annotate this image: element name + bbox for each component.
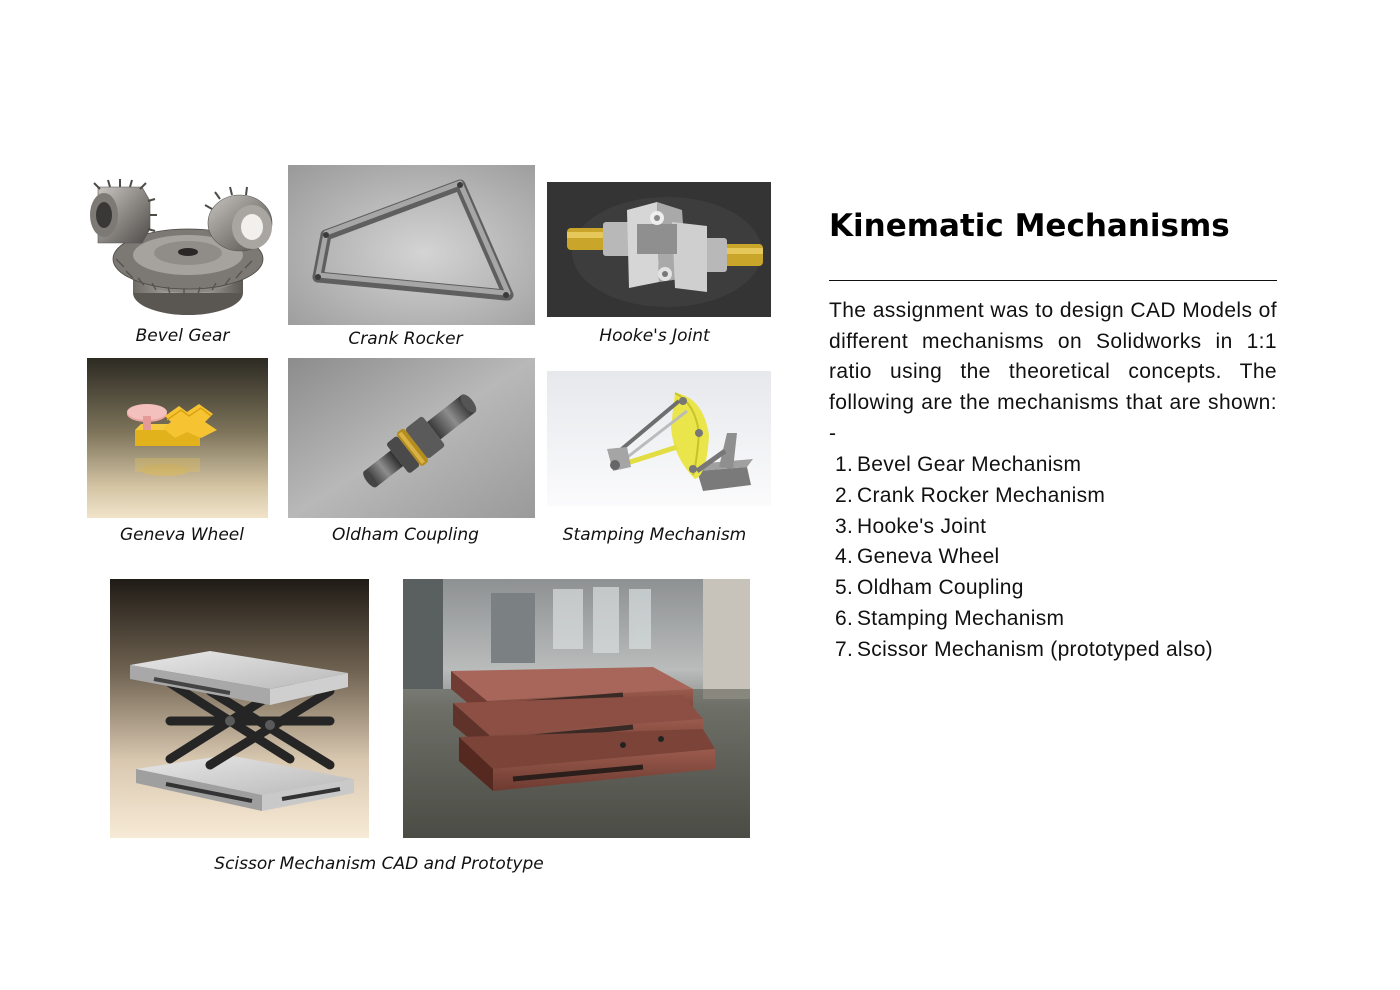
list-item — [835, 450, 1213, 481]
page-title: Kinematic Mechanisms — [829, 208, 1230, 244]
list-item-number: 2. — [835, 483, 854, 507]
list-item-number: 5. — [835, 576, 854, 600]
list-item — [835, 573, 1213, 604]
geneva-wheel-image — [87, 358, 268, 518]
crank-rocker-image — [288, 165, 535, 325]
bevel-gear-image — [80, 175, 285, 323]
list-item-number: 4. — [835, 545, 854, 569]
stamping-mechanism-image — [547, 371, 771, 506]
scissor-cad-image — [110, 579, 369, 838]
description-paragraph: The assignment was to design CAD Models of different mechanisms on Solidworks in 1:1 ratio using the theoretical concepts. The following are the mechanisms that are shown: - — [829, 299, 1277, 445]
list-item-label: Bevel Gear Mechanism — [857, 453, 1082, 476]
list-item-label: Geneva Wheel — [857, 545, 1000, 569]
title-divider — [829, 280, 1277, 281]
caption-stamping: Stamping Mechanism — [562, 525, 747, 545]
list-item — [835, 512, 1213, 543]
caption-bevel-gear: Bevel Gear — [135, 326, 230, 346]
list-item-label: Hooke's Joint — [857, 514, 987, 538]
list-item — [835, 542, 1213, 573]
caption-geneva-wheel: Geneva Wheel — [120, 525, 244, 545]
caption-oldham-coupling: Oldham Coupling — [332, 525, 479, 545]
list-item-label: Stamping Mechanism — [857, 606, 1065, 630]
list-item — [835, 635, 1213, 666]
list-item-number: 6. — [835, 606, 854, 630]
mechanism-list — [835, 450, 1213, 666]
hookes-joint-image — [547, 182, 771, 317]
caption-crank-rocker: Crank Rocker — [348, 329, 463, 349]
caption-hookes-joint: Hooke's Joint — [599, 326, 710, 346]
list-item-number: 1. — [835, 453, 854, 476]
caption-scissor: Scissor Mechanism CAD and Prototype — [214, 854, 544, 874]
list-item-label: Crank Rocker Mechanism — [857, 483, 1106, 507]
list-item — [835, 604, 1213, 635]
list-item-number: 3. — [835, 514, 854, 538]
list-item-label: Scissor Mechanism (prototyped also) — [857, 637, 1213, 661]
oldham-coupling-image — [288, 358, 535, 518]
list-item-number: 7. — [835, 637, 854, 661]
list-item-label: Oldham Coupling — [857, 576, 1024, 600]
scissor-prototype-photo — [403, 579, 750, 838]
list-item — [835, 481, 1213, 512]
